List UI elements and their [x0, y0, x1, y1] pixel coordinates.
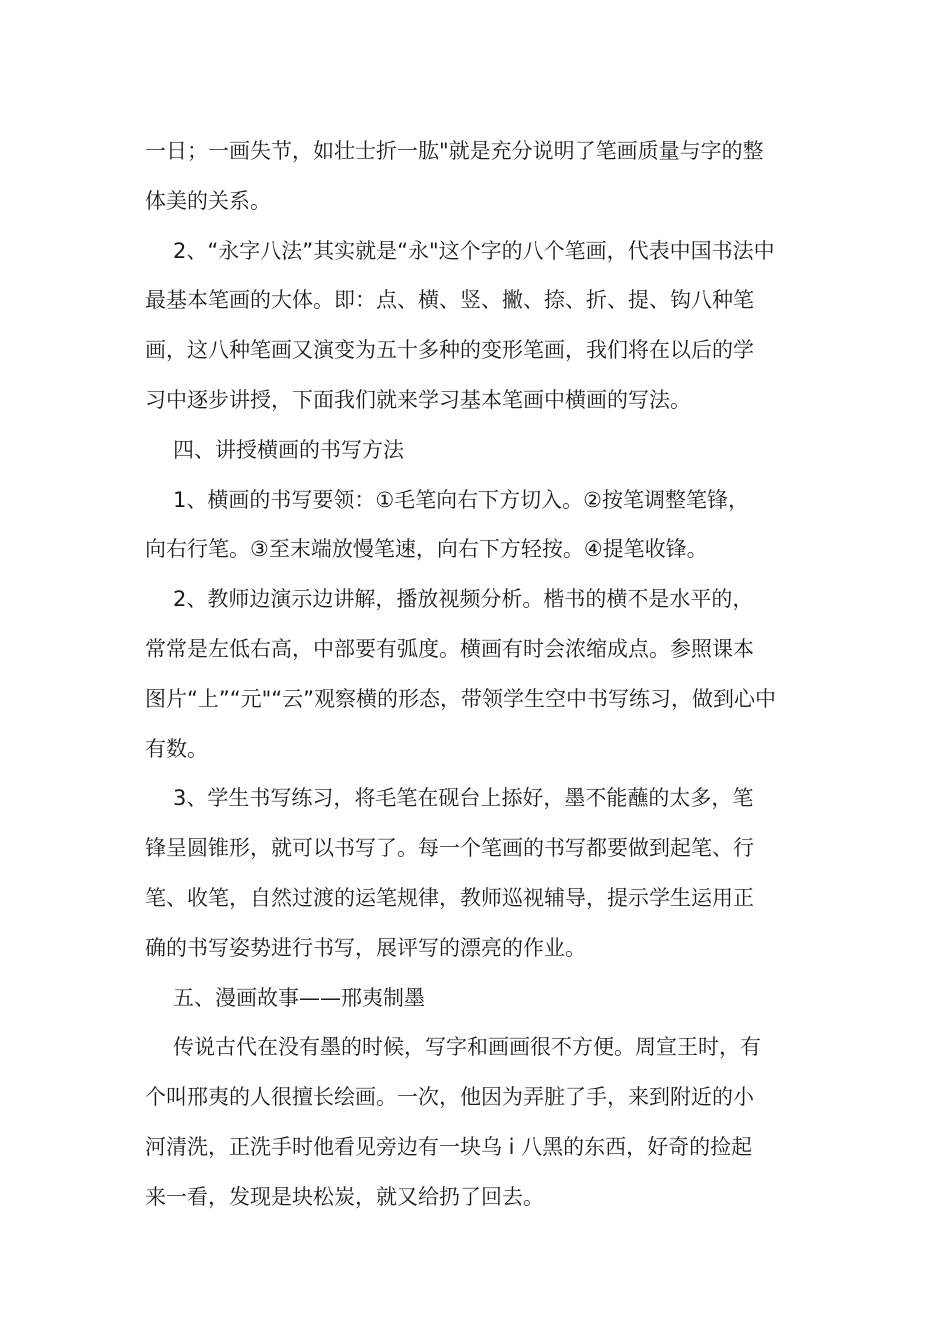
document-body — [145, 127, 810, 1223]
text-line: 画，这八种笔画又演变为五十多种的变形笔画，我们将在以后的学 — [145, 338, 754, 363]
text-line: 笔、收笔，自然过渡的运笔规律，教师巡视辅导，提示学生运用正 — [145, 885, 754, 910]
text-line: 习中逐步讲授，下面我们就来学习基本笔画中横画的写法。 — [145, 387, 691, 412]
text-line: 向右行笔。③至末端放慢笔速，向右下方轻按。④提笔收锋。 — [145, 537, 708, 562]
text-line: 2、“永字八法”其实就是“永"这个字的八个笔画，代表中国书法中 — [173, 238, 775, 263]
text-line: 个叫邢夷的人很擅长绘画。一次，他因为弄脏了手，来到附近的小 — [145, 1085, 754, 1110]
text-line: 有数。 — [145, 736, 208, 761]
text-line: 一日；一画失节，如壮士折一肱"就是充分说明了笔画质量与字的整 — [145, 139, 764, 163]
text-line: 2、教师边演示边讲解，播放视频分析。楷书的横不是水平的， — [173, 587, 754, 612]
section-heading: 四、讲授横画的书写方法 — [173, 437, 404, 462]
text-line: 常常是左低右高，中部要有弧度。横画有时会浓缩成点。参照课本 — [145, 636, 754, 661]
text-line: 体美的关系。 — [145, 188, 271, 213]
text-line: 1、横画的书写要领：①毛笔向右下方切入。②按笔调整笔锋， — [173, 487, 750, 512]
section-heading: 五、漫画故事——邢夷制墨 — [173, 985, 425, 1010]
text-line: 最基本笔画的大体。即：点、横、竖、撇、捺、折、提、钩八种笔 — [145, 288, 754, 313]
text-line: 河清洗，正洗手时他看见旁边有一块乌 i 八黑的东西，好奇的捡起 — [145, 1134, 753, 1159]
text-line: 3、学生书写练习，将毛笔在砚台上掭好，墨不能蘸的太多，笔 — [173, 786, 754, 811]
text-line: 锋呈圆锥形，就可以书写了。每一个笔画的书写都要做到起笔、行 — [145, 836, 754, 861]
text-line: 确的书写姿势进行书写，展评写的漂亮的作业。 — [145, 935, 586, 960]
text-line: 传说古代在没有墨的时候，写字和画画很不方便。周宣王时，有 — [173, 1035, 761, 1060]
text-line: 图片“上”“元"“云”观察横的形态，带领学生空中书写练习，做到心中 — [145, 686, 777, 711]
text-line: 来一看，发现是块松炭，就又给扔了回去。 — [145, 1184, 544, 1209]
